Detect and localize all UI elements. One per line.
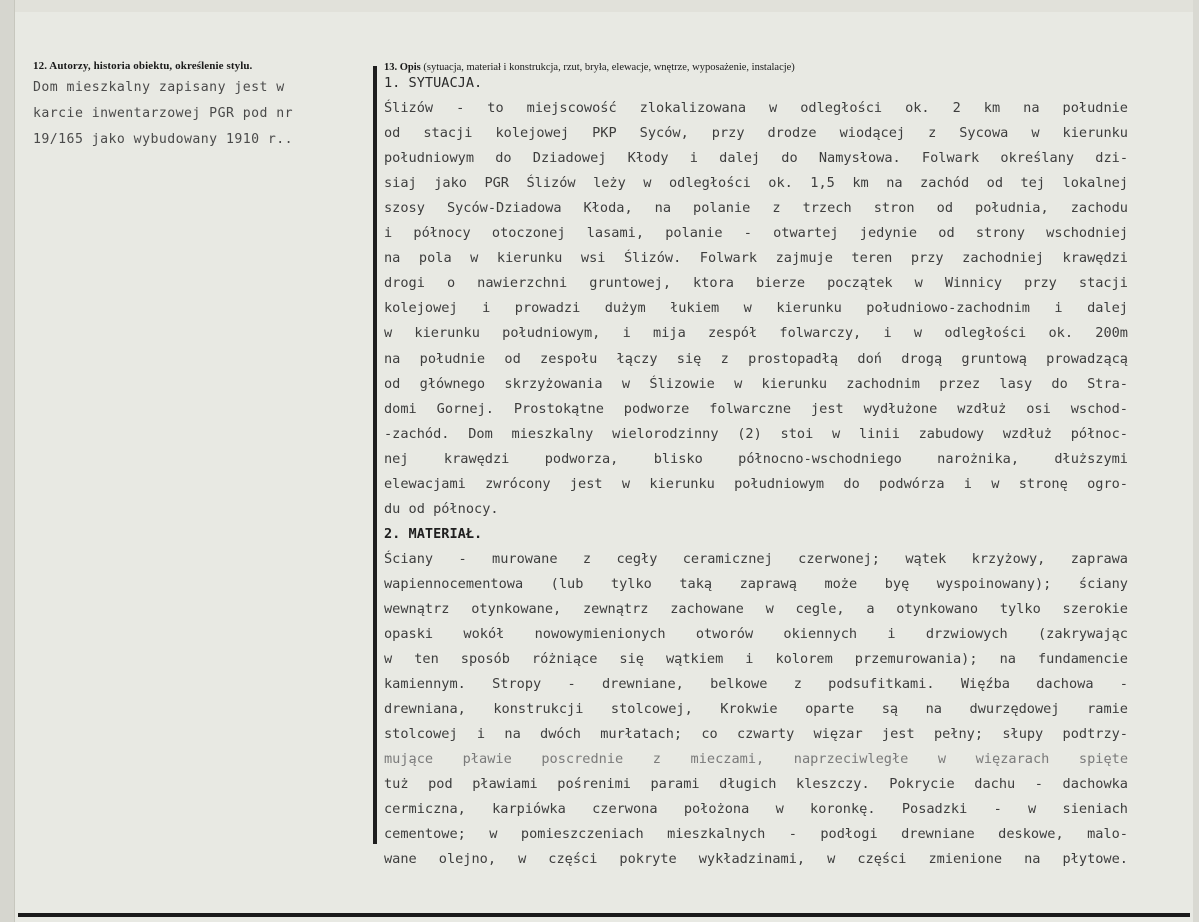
text-line: drewniana, konstrukcji stolcowej, Krokwie oparte są na dwurzędowej ramie [384, 701, 1128, 718]
text-line: kamiennym. Stropy - drewniane, belkowe z podsufitkami. Więźba dachowa - [384, 676, 1128, 693]
text-line: nej krawędzi podworza, blisko północno-wschodniego narożnika, dłuższymi [384, 450, 1128, 467]
text-line: Ślizów - to miejscowość zlokalizowana w odległości ok. 2 km na południe [384, 100, 1128, 117]
text-line: stolcowej i na dwóch murłatach; co czwarty więzar jest pełny; słupy podtrzy- [384, 726, 1128, 743]
text-line: w ten sposób różniące się wątkiem i kolorem przemurowania); na fundamencie [384, 651, 1128, 668]
text-line: opaski wokół nowowymienionych otworów okiennych i drzwiowych (zakrywając [384, 626, 1128, 643]
text-line: i północy otoczonej lasami, polanie - otwartej jedynie od strony wschodniej [384, 225, 1128, 242]
field-12-line: Dom mieszkalny zapisany jest w [33, 80, 285, 95]
text-line: szosy Syców-Dziadowa Kłoda, na polanie z trzech stron od południa, zachodu [384, 200, 1128, 217]
field-12-line: 19/165 jako wybudowany 1910 r.. [33, 132, 294, 147]
text-line: wane olejno, w części pokryte wykładzinami, w części zmienione na płytowe. [384, 851, 1128, 868]
section-title-situation: 1. SYTUACJA. [384, 75, 483, 91]
text-line: na południe od zespołu łączy się z prostopadłą doń drogą gruntową prowadzącą [384, 350, 1128, 367]
scan-top-edge [0, 0, 1199, 12]
text-line: cementowe; w pomieszczeniach mieszkalnych - podłogi drewniane deskowe, malo- [384, 826, 1128, 843]
column-divider [373, 66, 377, 844]
text-line: wapiennocementowa (lub tylko taką zaprawą może byę wyspoinowany); ściany [384, 575, 1128, 592]
description-body [384, 71, 1174, 873]
text-line: mujące pławie poscrednie z mieczami, naprzeciwległe w więzarach spięte [384, 751, 1128, 768]
field-13-header-scope: (sytuacja, materiał i konstrukcja, rzut, bryła, elewacje, wnętrze, wyposażenie, instalacje) [423, 62, 795, 73]
scan-right-edge [1193, 0, 1199, 922]
text-line: domi Gornej. Prostokątne podworze folwarczne jest wydłużone wzdłuż osi wschod- [384, 400, 1128, 417]
text-line: siaj jako PGR Ślizów leży w odległości ok. 1,5 km na zachód od tej lokalnej [384, 175, 1128, 192]
text-line: -zachód. Dom mieszkalny wielorodzinny (2) stoi w linii zabudowy wzdłuż północ- [384, 425, 1128, 442]
text-line: cermiczna, karpiówka czerwona położona w koronkę. Posadzki - w sieniach [384, 801, 1128, 818]
text-line: Ściany - murowane z cegły ceramicznej czerwonej; wątek krzyżowy, zaprawa [384, 550, 1128, 567]
text-line: od stacji kolejowej PKP Syców, przy drodze wiodącej z Sycowa w kierunku [384, 125, 1128, 142]
section-title-material: 2. MATERIAŁ. [384, 525, 483, 542]
text-line: du od północy. [384, 500, 499, 517]
text-line: elewacjami zwrócony jest w kierunku południowym do podwórza i w stronę ogro- [384, 475, 1128, 492]
text-line: kolejowej i prowadzi dużym łukiem w kierunku południowo-zachodnim i dalej [384, 300, 1128, 317]
scan-left-edge [0, 0, 15, 922]
text-line: tuż pod pławiami pośrenimi parami długich kleszczy. Pokrycie dachu - dachowka [384, 776, 1128, 793]
field-12-line: karcie inwentarzowej PGR pod nr [33, 106, 294, 121]
text-line: drogi o nawierzchni gruntowej, ktora bierze początek w Winnicy przy stacji [384, 275, 1128, 292]
field-12-header: 12. Autorzy, historia obiektu, określenie stylu. [33, 60, 253, 72]
text-line: na pola w kierunku wsi Ślizów. Folwark zajmuje teren przy zachodniej krawędzi [384, 250, 1128, 267]
bottom-rule [18, 913, 1190, 917]
text-line: w kierunku południowym, i mija zespół folwarczy, i w odległości ok. 200m [384, 325, 1128, 342]
field-12-authors-history [33, 60, 378, 153]
field-13-description [384, 62, 1174, 873]
field-13-header-number: 13. Opis [384, 62, 421, 73]
text-line: południowym do Dziadowej Kłody i dalej do Namysłowa. Folwark określany dzi- [384, 150, 1128, 167]
text-line: od głównego skrzyżowania w Ślizowie w kierunku zachodnim przez lasy do Stra- [384, 375, 1128, 392]
text-line: wewnątrz otynkowane, zewnątrz zachowane w cegle, a otynkowano tylko szerokie [384, 600, 1128, 617]
field-12-text [33, 75, 378, 153]
